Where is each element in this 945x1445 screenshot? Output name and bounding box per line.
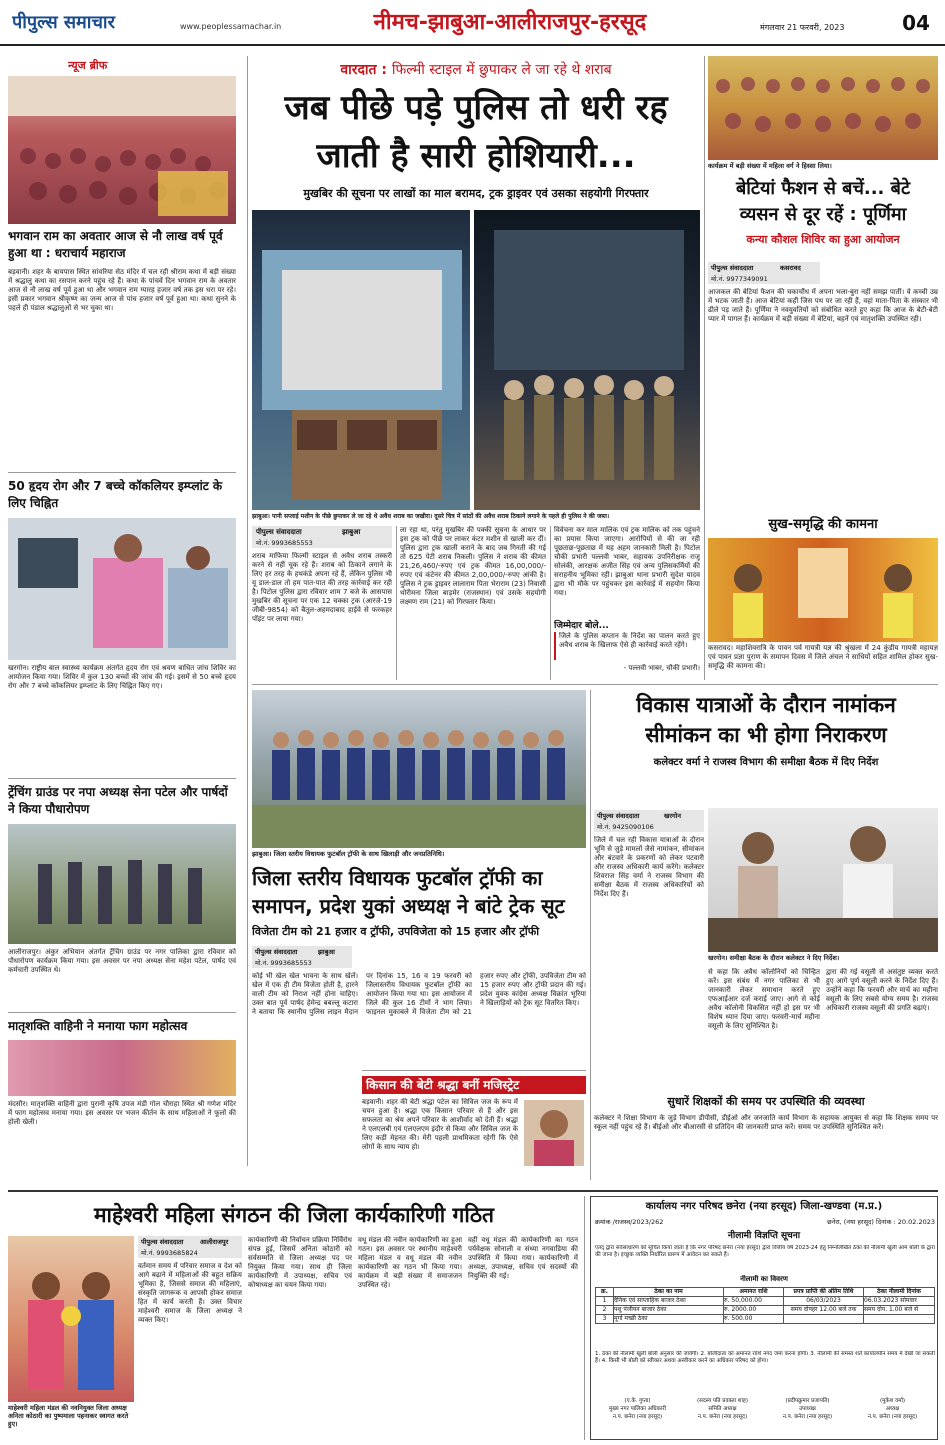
notice-table: [595, 1287, 935, 1324]
prayer-illustration: [708, 538, 938, 642]
vikas-byline: पीपुल्स संवाददाता: [597, 812, 640, 820]
police-team-photo: [474, 210, 700, 510]
vikas-story: [594, 690, 938, 1180]
brief-4-title: मातृशक्ति वाहिनी ने मनाया फाग महोत्सव: [8, 1019, 188, 1033]
vikas-body-2: से कहा कि अवैध कॉलोनियों को चिन्हित करें। इस संबंध में नगर पालिका से भी जानकारी लेकर समाधान करते हुए एफआईआर दर्ज कराई जाए। आगे से कोई अवैध कॉलोनी विकसित नहीं हो इस पर भी विशेष ध्यान दिया जाए। फरवरी-मार्च महीना वसूली के लिए सुनिश्चित है।: [708, 968, 820, 1030]
sig-role: अध्यक्ष: [885, 1406, 900, 1412]
lead-headline-1: जब पीछे पड़े पुलिस तो धरी रह: [284, 88, 668, 128]
maheshwari-photo: [8, 1236, 134, 1402]
table-cell: रु. 500.00: [724, 1315, 784, 1324]
right-top-story: [708, 56, 938, 486]
table-row: [596, 1306, 935, 1315]
right-top-headline-1: बेटियां फैशन से बचें... बेटे: [735, 178, 911, 199]
table-cell: रु. 50,000.00: [724, 1297, 784, 1306]
vikas-place: खरगोन: [664, 812, 681, 820]
shraddha-portrait: [524, 1100, 584, 1166]
brief-3-body: आलीराजपुर। अंकुर अभियान अंतर्गत ट्रेंचिंग ग्राउंड पर नगर पालिका द्वारा रविवार को पौधारोपण कार्यक्रम किया गया। इस अवसर पर नपा अध्यक्ष सेना महेश पटेल, पार्षद एवं कर्मचारी उपस्थित थे।: [8, 948, 236, 974]
signature-2: [680, 1397, 765, 1437]
logo[interactable]: पीपुल्स समाचार: [12, 12, 115, 33]
lead-kicker-rest: फिल्मी स्टाइल में छुपाकर ले जा रहे थे शराब: [391, 62, 612, 78]
prosperity-story: [708, 516, 938, 680]
maheshwari-place: आलीराजपुर: [200, 1238, 229, 1246]
sig-name: (सदस्य पति प्रवक्ता शाह): [697, 1398, 748, 1404]
meeting-illustration: [708, 808, 938, 952]
page-number: 04: [902, 11, 930, 35]
garland-illustration: [8, 1236, 134, 1402]
right-top-byline: पीपुल्स संवाददाता: [711, 264, 754, 272]
sig-name: (ए.के. गुप्ता): [624, 1398, 651, 1404]
collector-meeting-photo: [708, 808, 938, 952]
sig-name: (मुकेश वर्मा): [879, 1398, 906, 1404]
right-top-body: आजकल की बेटियां फैशन की चकाचौंध में अपना भला-बुरा नहीं समझ पातीं। वे कच्ची उम्र में भटक जाती हैं। आज बेटियां कहीं जिस पथ पर जा रही हैं, वहां माता-पिता के संस्कार भी ढीले पड़ जाते हैं। पूर्णिमा ने नवयुवतियों को संबोधित करते हुए कहा कि आज के बेटी-बेटी प्यार में पागल हैं। कार्यक्रम में बड़ी संख्या में बेटियां, बहनें एवं मातृशक्ति उपस्थित रही।: [708, 288, 938, 323]
team-illustration: [252, 690, 586, 848]
vikas-sub-body: कलेक्टर ने शिक्षा विभाग के जुड़े विभाग डीपीसी, डीईओ और जनजाति कार्य विभाग के सहायक आयुक्त से कहा कि शिक्षक समय पर स्कूल नहीं पहुंच रहे हैं। बीईओ और बीआरसी से प्रतिदिन की जानकारी प्राप्त करें। समय पर उपस्थिति सुनिश्चित करें।: [594, 1114, 938, 1131]
vikas-byline-box: [594, 810, 704, 832]
lead-mobile: मो.नं. 9993685553: [256, 539, 313, 547]
football-team-photo: [252, 690, 586, 848]
table-cell: दैनिक एवं साप्ताहिक बाजार ठेका: [614, 1297, 724, 1306]
maheshwari-headline: माहेश्वरी महिला संगठन की जिला कार्यकारिणी गठित: [93, 1203, 494, 1227]
lead-byline: पीपुल्स संवाददाता: [256, 528, 302, 536]
lead-quote-by: - पल्लवी भाबर, चौकी प्रभारी।: [623, 664, 700, 672]
prayer-photo: [708, 538, 938, 642]
lead-deck: मुखबिर की सूचना पर लाखों का माल बरामद, ट्रक ड्राइवर एवं उसका सहयोगी गिरफ्तार: [303, 187, 649, 200]
notice-th: ठेका नीलामी दिनांक: [864, 1288, 935, 1297]
prosperity-caption: कसरावद। महाशिवरात्रि के पावन पर्व गायत्री यज्ञ की श्रृंखला में 24 कुंडीय गायत्री महायज्ञ एवं पावन प्रज्ञा पुराण के समापन दिवस में जिले अंचल ने साधियों सहित शामिल होकर सुख-समृद्धि की कामना की।: [708, 644, 938, 670]
crowd-illustration: [8, 76, 236, 224]
masthead: [0, 0, 945, 46]
table-cell: [864, 1315, 935, 1324]
table-cell: 06.03.2023 सोमवार: [864, 1297, 935, 1306]
site-url[interactable]: www.peoplessamachar.in: [180, 22, 282, 31]
maheshwari-caption: माहेश्वरी महिला मंडल की नवनियुक्त जिला अध्यक्ष अनिता कोठारी का पुष्पमाला पहनाकर स्वागत करते हुए।: [8, 1404, 129, 1428]
football-deck: विजेता टीम को 21 हजार व ट्रॉफी, उपविजेता को 15 हजार और ट्रॉफी: [252, 925, 540, 938]
sig-role: मुख्य नगर पालिका अधिकारी: [608, 1406, 667, 1412]
vikas-headline-2: सीमांकन का भी होगा निराकरण: [645, 723, 887, 747]
table-cell: 1: [596, 1297, 614, 1306]
magistrate-title: किसान की बेटी श्रद्धा बनीं मजिस्ट्रेट: [362, 1076, 586, 1094]
lead-byline-box: [252, 526, 392, 548]
plantation-photo: [8, 824, 236, 944]
maheshwari-body-4: वहीं वधू मंडल की कार्यकारिणी का गठन पर्यवेक्षक सोनाली व संध्या नगवाडिया की उपस्थिति में किया गया। कार्यकारिणी में अध्यक्ष, उपाध्यक्ष, सचिव एवं सदस्यों की नियुक्ति की गई।: [468, 1236, 578, 1280]
notice-terms: 1. ठेका की नीलामी खुली बोली अनुसार की जावेगी। 2. बोलीदाता को अमानत राशि नगद जमा करना होगी। 3. नीलामी की समस्त शर्तें कार्यालयीन समय में देखी जा सकती हैं। 4. किसी भी बोली को स्वीकार अथवा अस्वीकार करने का अधिकार परिषद को होगा।: [595, 1351, 935, 1364]
notice-signatures: [595, 1397, 935, 1437]
health-camp-photo: [8, 518, 236, 660]
lead-headline-2: जाती है सारी होशियारी...: [316, 136, 636, 176]
sig-place: न.प. छनेरा (नया हरसूद): [782, 1414, 833, 1420]
table-cell: 06/03/2023: [784, 1297, 864, 1306]
women-gathering-photo: [708, 56, 938, 160]
football-place: झाबुआ: [318, 948, 335, 956]
news-brief-label: न्यूज ब्रीफ: [68, 59, 108, 72]
lead-place: झाबुआ: [342, 528, 361, 536]
maheshwari-byline: पीपुल्स संवाददाता: [141, 1238, 184, 1246]
right-top-headline-2: व्यसन से दूर रहें : पूर्णिमा: [739, 204, 907, 225]
lead-quote: जिले के पुलिस कप्तान के निर्देश का पालन करते हुए अवैध शराब के खिलाफ ऐसे ही कार्रवाई करते रहेंगे।: [554, 632, 700, 660]
edition-title: नीमच-झाबुआ-आलीराजपुर-हरसूद: [373, 10, 647, 35]
table-cell: 3: [596, 1315, 614, 1324]
notice-th: अमानत राशि: [724, 1288, 784, 1297]
sig-role: समिति अध्यक्ष: [708, 1406, 737, 1412]
gathering-illustration: [708, 56, 938, 160]
football-body: कोई भी खेल खेल भावना के साथ खेलें। खेल में एक ही टीम विजेता होती है, हारने वाली टीम को निराश नहीं होना चाहिए। उक्त बात पूर्व पार्षद हेमेन्द्र बबल्लू कटारा ने बताया कि स्थानीय पुलिस लाइन मैदान पर दिनांक 15, 16 व 19 फरवरी को जिलास्तरीय विधायक फुटबॉल ट्रॉफी का आयोजन किया गया था। इस आयोजन में जिले की कुल 16 टीमों ने भाग लिया। फाइनल मुकाबले में विजेता टीम को 21 हजार रुपए और ट्रॉफी, उपविजेता टीम को 15 हजार रुपए और ट्रॉफी प्रदान की गई। प्रदेश युवक कांग्रेस अध्यक्ष विक्रांत भूरिया ने खिलाड़ियों को ट्रेक सूट वितरित किए।: [252, 972, 586, 1016]
football-story: [252, 690, 586, 1190]
football-headline-2: समापन, प्रदेश युकां अध्यक्ष ने बांटे ट्रेक सूट: [252, 894, 565, 918]
vikas-sub-title: सुधारें शिक्षकों की समय पर उपस्थिति की व्यवस्था: [667, 1095, 865, 1108]
prosperity-title: सुख-समृद्धि की कामना: [768, 517, 878, 532]
right-top-deck: कन्या कौशल शिविर का हुआ आयोजन: [746, 233, 900, 246]
auction-notice: [590, 1196, 938, 1440]
brief-3-title: ट्रेंचिंग ग्राउंड पर नपा अध्यक्ष सेना पटेल और पार्षदों ने किया पौधारोपण: [8, 785, 228, 816]
maheshwari-body-2: कार्यकारिणी की निर्वाचन प्रक्रिया निर्विरोध संपन्न हुई, जिसमें अनिता कोठारी को सर्वसम्मति से जिला अध्यक्ष पद पर नियुक्त किया गया। साथ ही जिला कार्यकारिणी में उपाध्यक्ष, सचिव एवं कोषाध्यक्ष का चयन किया गया।: [248, 1236, 352, 1289]
notice-th: क्र.: [596, 1288, 614, 1297]
maheshwari-mobile: मो.नं. 9993685824: [141, 1249, 198, 1257]
notice-intro: एतद् द्वारा सर्वसाधारण को सूचित किया जाता है कि नगर परिषद छनेरा (नया हरसूद) द्वारा वित्तीय वर्ष 2023-24 हेतु निम्नलिखित ठेका की नीलामी खुली आम बोली के द्वारा की जाना है। इच्छुक व्यक्ति निर्धारित प्रारूप में आवेदन कर सकते हैं।: [595, 1245, 935, 1258]
lead-kicker: वारदात :: [340, 62, 387, 78]
vikas-headline-1: विकास यात्राओं के दौरान नामांकन: [636, 693, 896, 717]
brief-2-title: 50 हृदय रोग और 7 बच्चे कॉकलियर इम्प्लांट के लिए चिह्नित: [8, 479, 223, 510]
table-row: [596, 1315, 935, 1324]
lead-quote-label: जिम्मेदार बोले...: [554, 621, 609, 630]
table-cell: रु. 2000.00: [724, 1306, 784, 1315]
football-byline: पीपुल्स संवाददाता: [255, 948, 298, 956]
maheshwari-body-1: वर्तमान समय में परिवार समाज व देश को आगे बढ़ाने में महिलाओं की बहुत सक्रिय भूमिका है, जिससे समाज की महिलाएं, संस्कृति जागरूक व आपसी होकर समाज हित में कार्य करती हैं। उक्त विचार माहेश्वरी समाज के जिला अध्यक्ष ने व्यक्त किए।: [138, 1262, 242, 1324]
maheshwari-byline-box: [138, 1236, 242, 1258]
notice-title: नीलामी विज्ञप्ति सूचना: [727, 1231, 801, 1241]
notice-th: प्रपत्र प्राप्ति की अंतिम तिथि: [784, 1288, 864, 1297]
table-cell: समय दोप. 1.00 बजे से: [864, 1306, 935, 1315]
football-byline-box: [252, 946, 352, 968]
vikas-caption: खरगोन। समीक्षा बैठक के दौरान कलेक्टर ने दिए निर्देश।: [708, 954, 840, 962]
vikas-body-1: जिले में चल रही विकास यात्राओं के दौरान भूमि से जुड़े मामलों जैसे नामांकन, सीमांकन और बंटवारे के प्रकरणों को लेकर पटवारी और राजस्व अधिकारी कार्य करेंगे। कलेक्टर शिवराज सिंह वर्मा ने राजस्व विभाग की समीक्षा बैठक में राजस्व अधिकारियों को निर्देश दिए हैं।: [594, 836, 704, 898]
sig-place: न.प. छनेरा (नया हरसूद): [867, 1414, 918, 1420]
lead-body-2: ला रहा था, परंतु मुखबिर की पक्की सूचना के आधार पर इस ट्रक को पीछे पर लाकर कंटर मशीन से खाली कर दीं। पुलिस द्वारा ट्रक खाली कराने के बाद जब गिनती की गई तो 625 पेटी शराब निकली। पुलिस ने शराब की कीमत 21,26,460/-रुपए एवं ट्रक कीमत 16,00,000/-रुपए एवं कंटेनर की कीमत 2,00,000/-रुपए आंकी है। पुलिस ने ट्रक ड्राइवर लालाराम पिता भेराराम (23) निवासी थोरीमना जिला बाड़मेर (राजस्थान) एवं उसके सहयोगी लक्ष्मण राम (21) को गिरफ्तार किया।: [400, 526, 546, 606]
sig-place: न.प. छनेरा (नया हरसूद): [697, 1414, 748, 1420]
magistrate-body: बड़वानी। शहर की बेटी श्रद्धा पटेल का सिविल जज के रूप में चयन हुआ है। श्रद्धा एक किसान परिवार से हैं और इस सफलता का श्रेय अपने परिवार के आशीर्वाद को देती हैं। श्रद्धा ने एलएलबी एवं एलएलएम इंदौर से किया और सिविल जज के लिए कड़ी मेहनत की। मेरी पहली प्राथमिकता रहेगी कि ऐसे लोगों के साथ न्याय हो।: [362, 1098, 518, 1151]
ram-katha-photo: [8, 76, 236, 224]
football-headline-1: जिला स्तरीय विधायक फुटबॉल ट्रॉफी का: [252, 866, 543, 890]
brief-2-body: खरगोन। राष्ट्रीय बाल स्वास्थ्य कार्यक्रम अंतर्गत हृदय रोग एवं श्रवण बाधित जांच शिविर का आयोजन किया गया। शिविर में कुल 130 बच्चों की जांच की गई। इसमें से 50 बच्चे हृदय रोग और 7 बच्चे कॉकलियर इम्प्लांट के लिए चिह्नित किए गए।: [8, 664, 236, 690]
table-cell: मुर्गा मच्छी ठेका: [614, 1315, 724, 1324]
brief-1-title: भगवान राम का अवतार आज से नौ लाख वर्ष पूर्व हुआ था : धराचार्य महाराज: [8, 229, 223, 260]
table-cell: पशु पंजीयन बाजार ठेका: [614, 1306, 724, 1315]
plantation-illustration: [8, 824, 236, 944]
notice-office: कार्यालय नगर परिषद छनेरा (नया हरसूद) जिला-खण्डवा (म.प्र.): [645, 1201, 883, 1212]
lead-body-3: विवेचना कर माल मालिक एवं ट्रक मालिक को तक पहुंचने का प्रयास किया जाएगा। आरोपियों से की जा रही पूछताछ-पूछताछ में यह अहम जानकारी मिली है। पिटोल चौकी प्रभारी पल्लवी भाबर, सहायक उपनिरीक्षक राजू सोलंकी, आरक्षक अजीत सिंह एवं अन्य पुलिसकर्मियों की सराहनीय भूमिका रही। झाबुआ थाना प्रभारी सुदेश यादव द्वारा भी मौके पर पहुंचकर इस कार्रवाई में सहयोग किया गया।: [554, 526, 700, 597]
right-top-byline-box: [708, 262, 820, 284]
table-cell: 2: [596, 1306, 614, 1315]
notice-ref-no: क्रमांक /राजस्व/2023/262: [595, 1218, 664, 1226]
notice-ref-date: छनेरा, (नया हरसूद) दिनांक : 20.02.2023: [827, 1218, 935, 1226]
issue-date: मंगलवार 21 फरवरी, 2023: [760, 23, 845, 32]
liquor-truck-photo: [252, 210, 470, 510]
notice-th: ठेका का नाम: [614, 1288, 724, 1297]
lead-caption: झाबुआ। पानी सप्लाई मशीन के पीछे छुपाकर ले जा रहे थे अवैध शराब का जखीरा। दूसरे चित्र में सांठों की अवैध शराब ठिकाने लगाने के पहले ही पुलिस ने की जब्त।: [252, 513, 610, 520]
vikas-body-3: द्वारा की गई वसूली से असंतुष्ट व्यक्त करते हुए आगे पूर्ण वसूली करने के निर्देश दिए हैं। उन्होंने कहा कि फरवरी और मार्च का महीना वसूली के लिए सबसे योग्य समय है। राजस्व अधिकारी राजस्व वसूली की प्रगति बढ़ाएं।: [826, 968, 938, 1012]
vikas-deck: कलेक्टर वर्मा ने राजस्व विभाग की समीक्षा बैठक में दिए निर्देश: [653, 757, 879, 768]
phag-festival-photo: [8, 1040, 236, 1096]
brief-4-body: मंदसौर। मातृशक्ति वाहिनी द्वारा पुरानी कृषि उपज मंडी गोल चौराहा स्थित श्री गणेश मंदिर में फाग महोत्सव मनाया गया। इस अवसर पर भजन कीर्तन के साथ महिलाओं ने फूलों की होली खेली।: [8, 1100, 236, 1126]
right-top-caption: कार्यक्रम में बड़ी संख्या में महिला वर्ग ने हिस्सा लिया।: [708, 162, 832, 170]
signature-4: [850, 1397, 935, 1437]
maheshwari-body-3: वधू मंडल की नवीन कार्यकारिणी का हुआ गठन। इस अवसर पर स्थानीय माहेश्वरी महिला मंडल व वधू मंडल की नवीन कार्यकारिणी का गठन भी किया गया। कार्यक्रम में बड़ी संख्या में समाजजन उपस्थित रहे।: [358, 1236, 462, 1289]
right-top-place: कसरावद: [780, 264, 801, 272]
notice-table-title: नीलामी का विवरण: [740, 1275, 788, 1283]
portrait-illustration: [524, 1100, 584, 1166]
maheshwari-story: [8, 1196, 580, 1440]
brief-1-body: बड़वानी। शहर के बायपास स्थित सांवरिया सेठ मंदिर में चल रही श्रीराम कथा में बड़ी संख्या में श्रद्धालु कथा का रसपान करने पहुंच रहे हैं। कथा के पांचवें दिन भगवान राम के अवतार आज से नौ लाख वर्ष पूर्व हुआ था और भगवान राम ग्यारह हजार वर्ष तक इस धरा पर रहे। इसी प्रकार भगवान श्रीकृष्ण का जन्म आज से पांच हजार वर्ष पूर्व हुआ था। कथा सुनने के पहले ही पंडाल श्रद्धालुओं से भर चुका था।: [8, 268, 236, 312]
sig-place: न.प. छनेरा (नया हरसूद): [612, 1414, 663, 1420]
right-top-mobile: मो.नं. 9977349091: [711, 275, 768, 283]
vikas-mobile: मो.नं. 9425090106: [597, 823, 654, 831]
table-cell: [784, 1315, 864, 1324]
football-caption: झाबुआ। जिला स्तरीय विधायक फुटबॉल ट्रॉफी के साथ खिलाड़ी और जनप्रतिनिधि।: [252, 850, 445, 858]
table-cell: समय दोपहर 12.00 बजे तक: [784, 1306, 864, 1315]
police-illustration: [474, 210, 700, 510]
notice-table-header: [596, 1288, 935, 1297]
signature-1: [595, 1397, 680, 1437]
truck-illustration: [252, 210, 470, 510]
signature-3: [765, 1397, 850, 1437]
health-camp-illustration: [8, 518, 236, 660]
lead-story: [252, 56, 700, 680]
football-mobile: मो.नं. 9993685553: [255, 959, 312, 967]
news-brief-column: [8, 56, 244, 1096]
table-row: [596, 1297, 935, 1306]
lead-body-1: शराब माफिया फिल्मी स्टाइल से अवैध शराब तस्करी करने से नहीं चूक रहे हैं। शराब को ठिकाने लगाने के लिए हर तरह के हथकंडे अपना रहे हैं, लेकिन पुलिस भी यू डाल-डाल तो हम पात-पात की तरह कार्रवाई कर रही है। पिटोल पुलिस द्वारा रविवार शाम 7 बजे के आसपास मुखबिर की सूचना पर एक 12 चक्का ट्रक (आरजे-19 जीबी-9854) को बैतूल-अहमदाबाद हाईवे से फरकहर पॉइंट पर लाया गया।: [252, 552, 392, 623]
sig-role: उपाध्यक्ष: [799, 1406, 816, 1412]
lead-kicker-row: [252, 60, 700, 80]
sig-name: (प्रदीपक्रुमार प्रजापति): [785, 1398, 830, 1404]
